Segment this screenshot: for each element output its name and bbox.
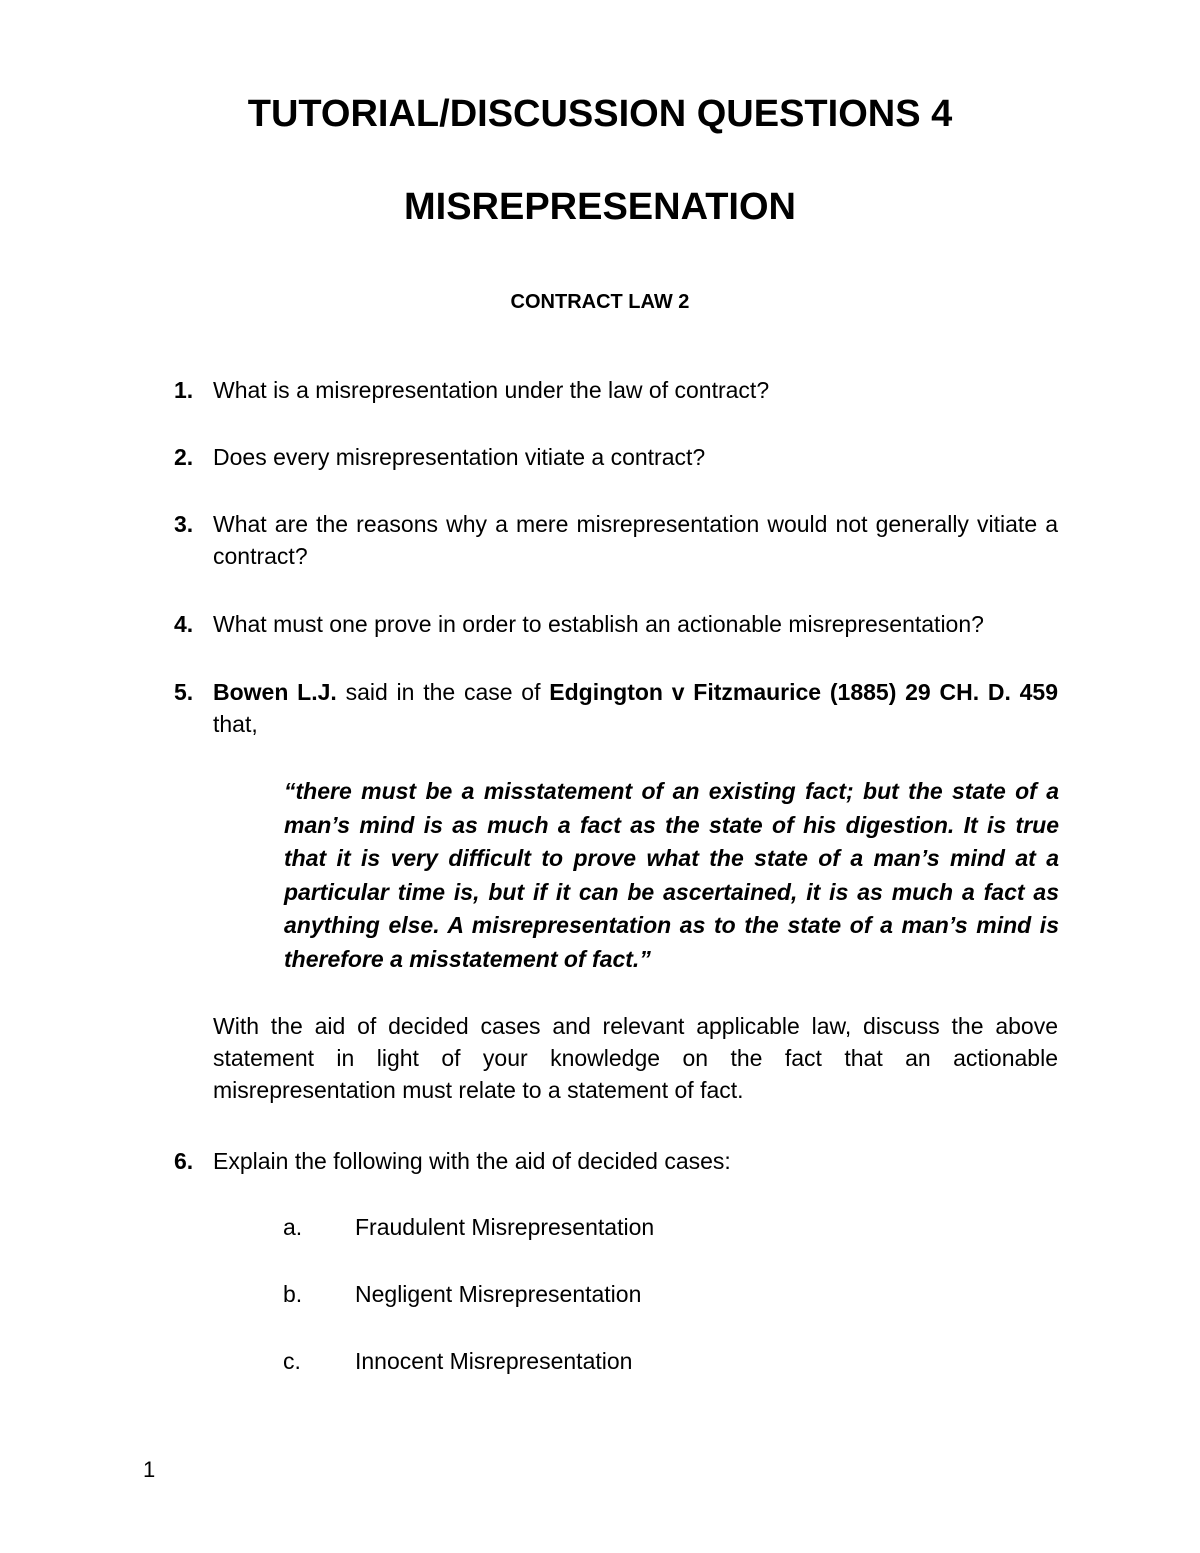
question-text: What are the reasons why a mere misrepresentation would not generally vitiate a contract? <box>213 511 1058 569</box>
judge-name: Bowen L.J. <box>213 679 337 705</box>
sub-item-text: Negligent Misrepresentation <box>355 1281 642 1307</box>
quotation: “there must be a misstatement of an existing fact; but the state of a man’s mind is as much a fact as the state of his digestion. It is true that it is very difficult to prove what the state of a man’s mind at a particular time is, but if it can be ascertained, it is as much a fact as anything else. A misrepresentation as to the state of a man’s mind is therefore a misstatement of fact.” <box>284 778 1059 972</box>
sub-item-letter: a. <box>283 1214 303 1240</box>
text-segment: that, <box>213 711 258 737</box>
question-number: 1. <box>174 377 194 403</box>
sub-item-text: Fraudulent Misrepresentation <box>355 1214 655 1240</box>
course-name: CONTRACT LAW 2 <box>510 291 690 313</box>
sub-item-text: Innocent Misrepresentation <box>355 1348 633 1374</box>
document-topic: MISREPRESENATION <box>403 186 796 228</box>
question-number: 6. <box>174 1148 194 1174</box>
text-segment: said in the case of <box>336 679 550 705</box>
question-text: Does every misrepresentation vitiate a contract? <box>213 444 706 470</box>
question-text: What is a misrepresentation under the law of contract? <box>213 377 770 403</box>
page-number: 1 <box>143 1457 156 1482</box>
sub-item-letter: c. <box>283 1348 301 1374</box>
question-number: 2. <box>174 444 194 470</box>
question-instruction: With the aid of decided cases and relevant applicable law, discuss the above statement in light of your knowledge on the fact that an actionable misrepresentation must relate to a statement of fact. <box>213 1013 1058 1103</box>
question-number: 3. <box>174 511 194 537</box>
question-text: Explain the following with the aid of decided cases: <box>213 1148 731 1174</box>
question-text <box>213 676 1058 740</box>
case-citation: Edgington v Fitzmaurice (1885) 29 CH. D. 459 <box>549 679 1059 705</box>
question-text: What must one prove in order to establish an actionable misrepresentation? <box>213 611 984 637</box>
question-number: 5. <box>174 679 194 705</box>
question-number: 4. <box>174 611 194 637</box>
sub-item-letter: b. <box>283 1281 303 1307</box>
document-title: TUTORIAL/DISCUSSION QUESTIONS 4 <box>247 93 953 135</box>
